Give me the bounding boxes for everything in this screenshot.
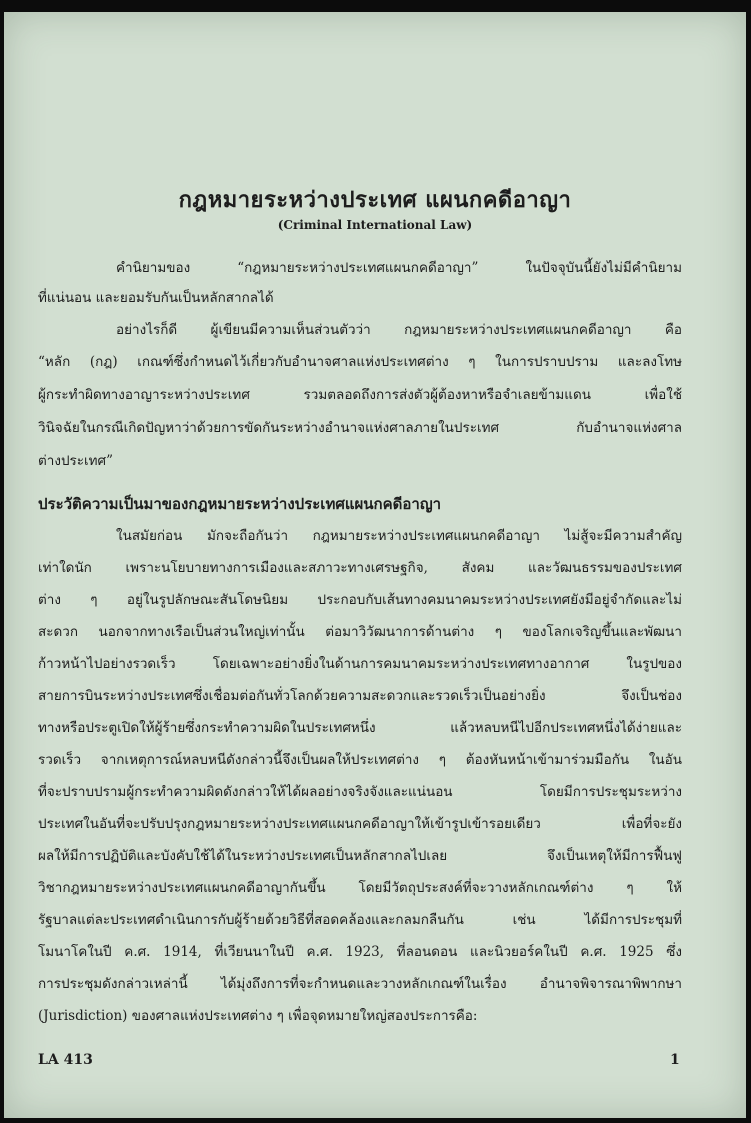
paragraph-1-line-1: คำนิยามของ “กฎหมายระหว่างประเทศแผนกคดีอาญา” ในปัจจุบันนี้ยังไม่มีคำนิยาม (116, 260, 682, 276)
document-title: กฎหมายระหว่างประเทศ แผนกคดีอาญา (178, 187, 572, 213)
document-subtitle: (Criminal International Law) (277, 218, 473, 232)
paragraph-3-line-4: สะดวก นอกจากทางเรือเป็นส่วนใหญ่เท่านั้น ต่อมาวิวัฒนาการด้านต่าง ๆ ของโลกเจริญขึ้นและพัฒนา (38, 624, 682, 640)
paragraph-3-line-13: รัฐบาลแต่ละประเทศดำเนินการกับผู้ร้ายด้วยวิธีที่สอดคล้องและกลมกลืนกัน เช่น ได้มีการประชุมที่ (38, 912, 682, 928)
paragraph-3-line-9: ที่จะปราบปรามผู้กระทำความผิดดังกล่าวให้ได้ผลอย่างจริงจังและแน่นอน โดยมีการประชุมระหว่าง (38, 784, 682, 800)
paragraph-1-line-2: ที่แน่นอน และยอมรับกันเป็นหลักสากลได้ (38, 290, 274, 306)
paragraph-2-line-1: อย่างไรก็ดี ผู้เขียนมีความเห็นส่วนตัวว่า กฎหมายระหว่างประเทศแผนกคดีอาญา คือ (116, 322, 682, 338)
paragraph-2-line-4: วินิจฉัยในกรณีเกิดปัญหาว่าด้วยการขัดกันระหว่างอำนาจแห่งศาลภายในประเทศ กับอำนาจแห่งศาล (38, 420, 682, 436)
document-page (4, 12, 746, 1118)
paragraph-3-line-12: วิชากฎหมายระหว่างประเทศแผนกคดีอาญากันขึ้น โดยมีวัตถุประสงค์ที่จะวางหลักเกณฑ์ต่าง ๆ ให้ (38, 880, 682, 896)
footer-page-number: 1 (670, 1052, 680, 1068)
paragraph-2-line-2: “หลัก (กฎ) เกณฑ์ซึ่งกำหนดไว้เกี่ยวกับอำนาจศาลแห่งประเทศต่าง ๆ ในการปราบปราม และลงโทษ (38, 354, 682, 370)
paragraph-3-line-8: รวดเร็ว จากเหตุการณ์หลบหนีดังกล่าวนี้จึงเป็นผลให้ประเทศต่าง ๆ ต้องหันหน้าเข้ามาร่วมมือกัน ในอัน (38, 752, 682, 768)
paragraph-3-line-3: ต่าง ๆ อยู่ในรูปลักษณะสันโดษนิยม ประกอบกับเส้นทางคมนาคมระหว่างประเทศยังมีอยู่จำกัดและไม่ (38, 592, 682, 608)
paragraph-3-line-14: โมนาโคในปี ค.ศ. 1914, ที่เวียนนาในปี ค.ศ. 1923, ที่ลอนดอน และนิวยอร์คในปี ค.ศ. 1925 ซึ่ง (38, 944, 682, 960)
paragraph-3-line-5: ก้าวหน้าไปอย่างรวดเร็ว โดยเฉพาะอย่างยิ่งในด้านการคมนาคมระหว่างประเทศทางอากาศ ในรูปของ (38, 656, 682, 672)
paragraph-3-line-10: ประเทศในอันที่จะปรับปรุงกฎหมายระหว่างประเทศแผนกคดีอาญาให้เข้ารูปเข้ารอยเดียว เพื่อที่จะยัง (38, 816, 682, 832)
paragraph-3-line-1: ในสมัยก่อน มักจะถือกันว่า กฎหมายระหว่างประเทศแผนกคดีอาญา ไม่สู้จะมีความสำคัญ (116, 528, 682, 544)
paragraph-3-line-7: ทางหรือประตูเปิดให้ผู้ร้ายซึ่งกระทำความผิดในประเทศหนึ่ง แล้วหลบหนีไปอีกประเทศหนึ่งได้ง่ายและ (38, 720, 682, 736)
paragraph-3-line-2: เท่าใดนัก เพราะนโยบายทางการเมืองและสภาวะทางเศรษฐกิจ, สังคม และวัฒนธรรมของประเทศ (38, 560, 682, 576)
paragraph-2-line-5: ต่างประเทศ” (38, 453, 113, 469)
section-heading: ประวัติความเป็นมาของกฎหมายระหว่างประเทศแผนกคดีอาญา (38, 495, 442, 513)
paragraph-3-line-6: สายการบินระหว่างประเทศซึ่งเชื่อมต่อกันทั่วโลกด้วยความสะดวกและรวดเร็วเป็นอย่างยิ่ง จึงเป็นช่อง (38, 688, 682, 704)
footer-course-code: LA 413 (38, 1052, 93, 1068)
paragraph-3-line-15: การประชุมดังกล่าวเหล่านี้ ได้มุ่งถึงการที่จะกำหนดและวางหลักเกณฑ์ในเรื่อง อำนาจพิจารณาพิพากษา (38, 976, 682, 992)
paragraph-2-line-3: ผู้กระทำผิดทางอาญาระหว่างประเทศ รวมตลอดถึงการส่งตัวผู้ต้องหาหรือจำเลยข้ามแดน เพื่อใช้ (38, 387, 682, 403)
paragraph-3-line-11: ผลให้มีการปฏิบัติและบังคับใช้ได้ในระหว่างประเทศเป็นหลักสากลไปเลย จึงเป็นเหตุให้มีการฟื้นฟู (38, 848, 682, 864)
paragraph-3-line-16: (Jurisdiction) ของศาลแห่งประเทศต่าง ๆ เพื่อจุดหมายใหญ่สองประการคือ: (38, 1008, 478, 1024)
